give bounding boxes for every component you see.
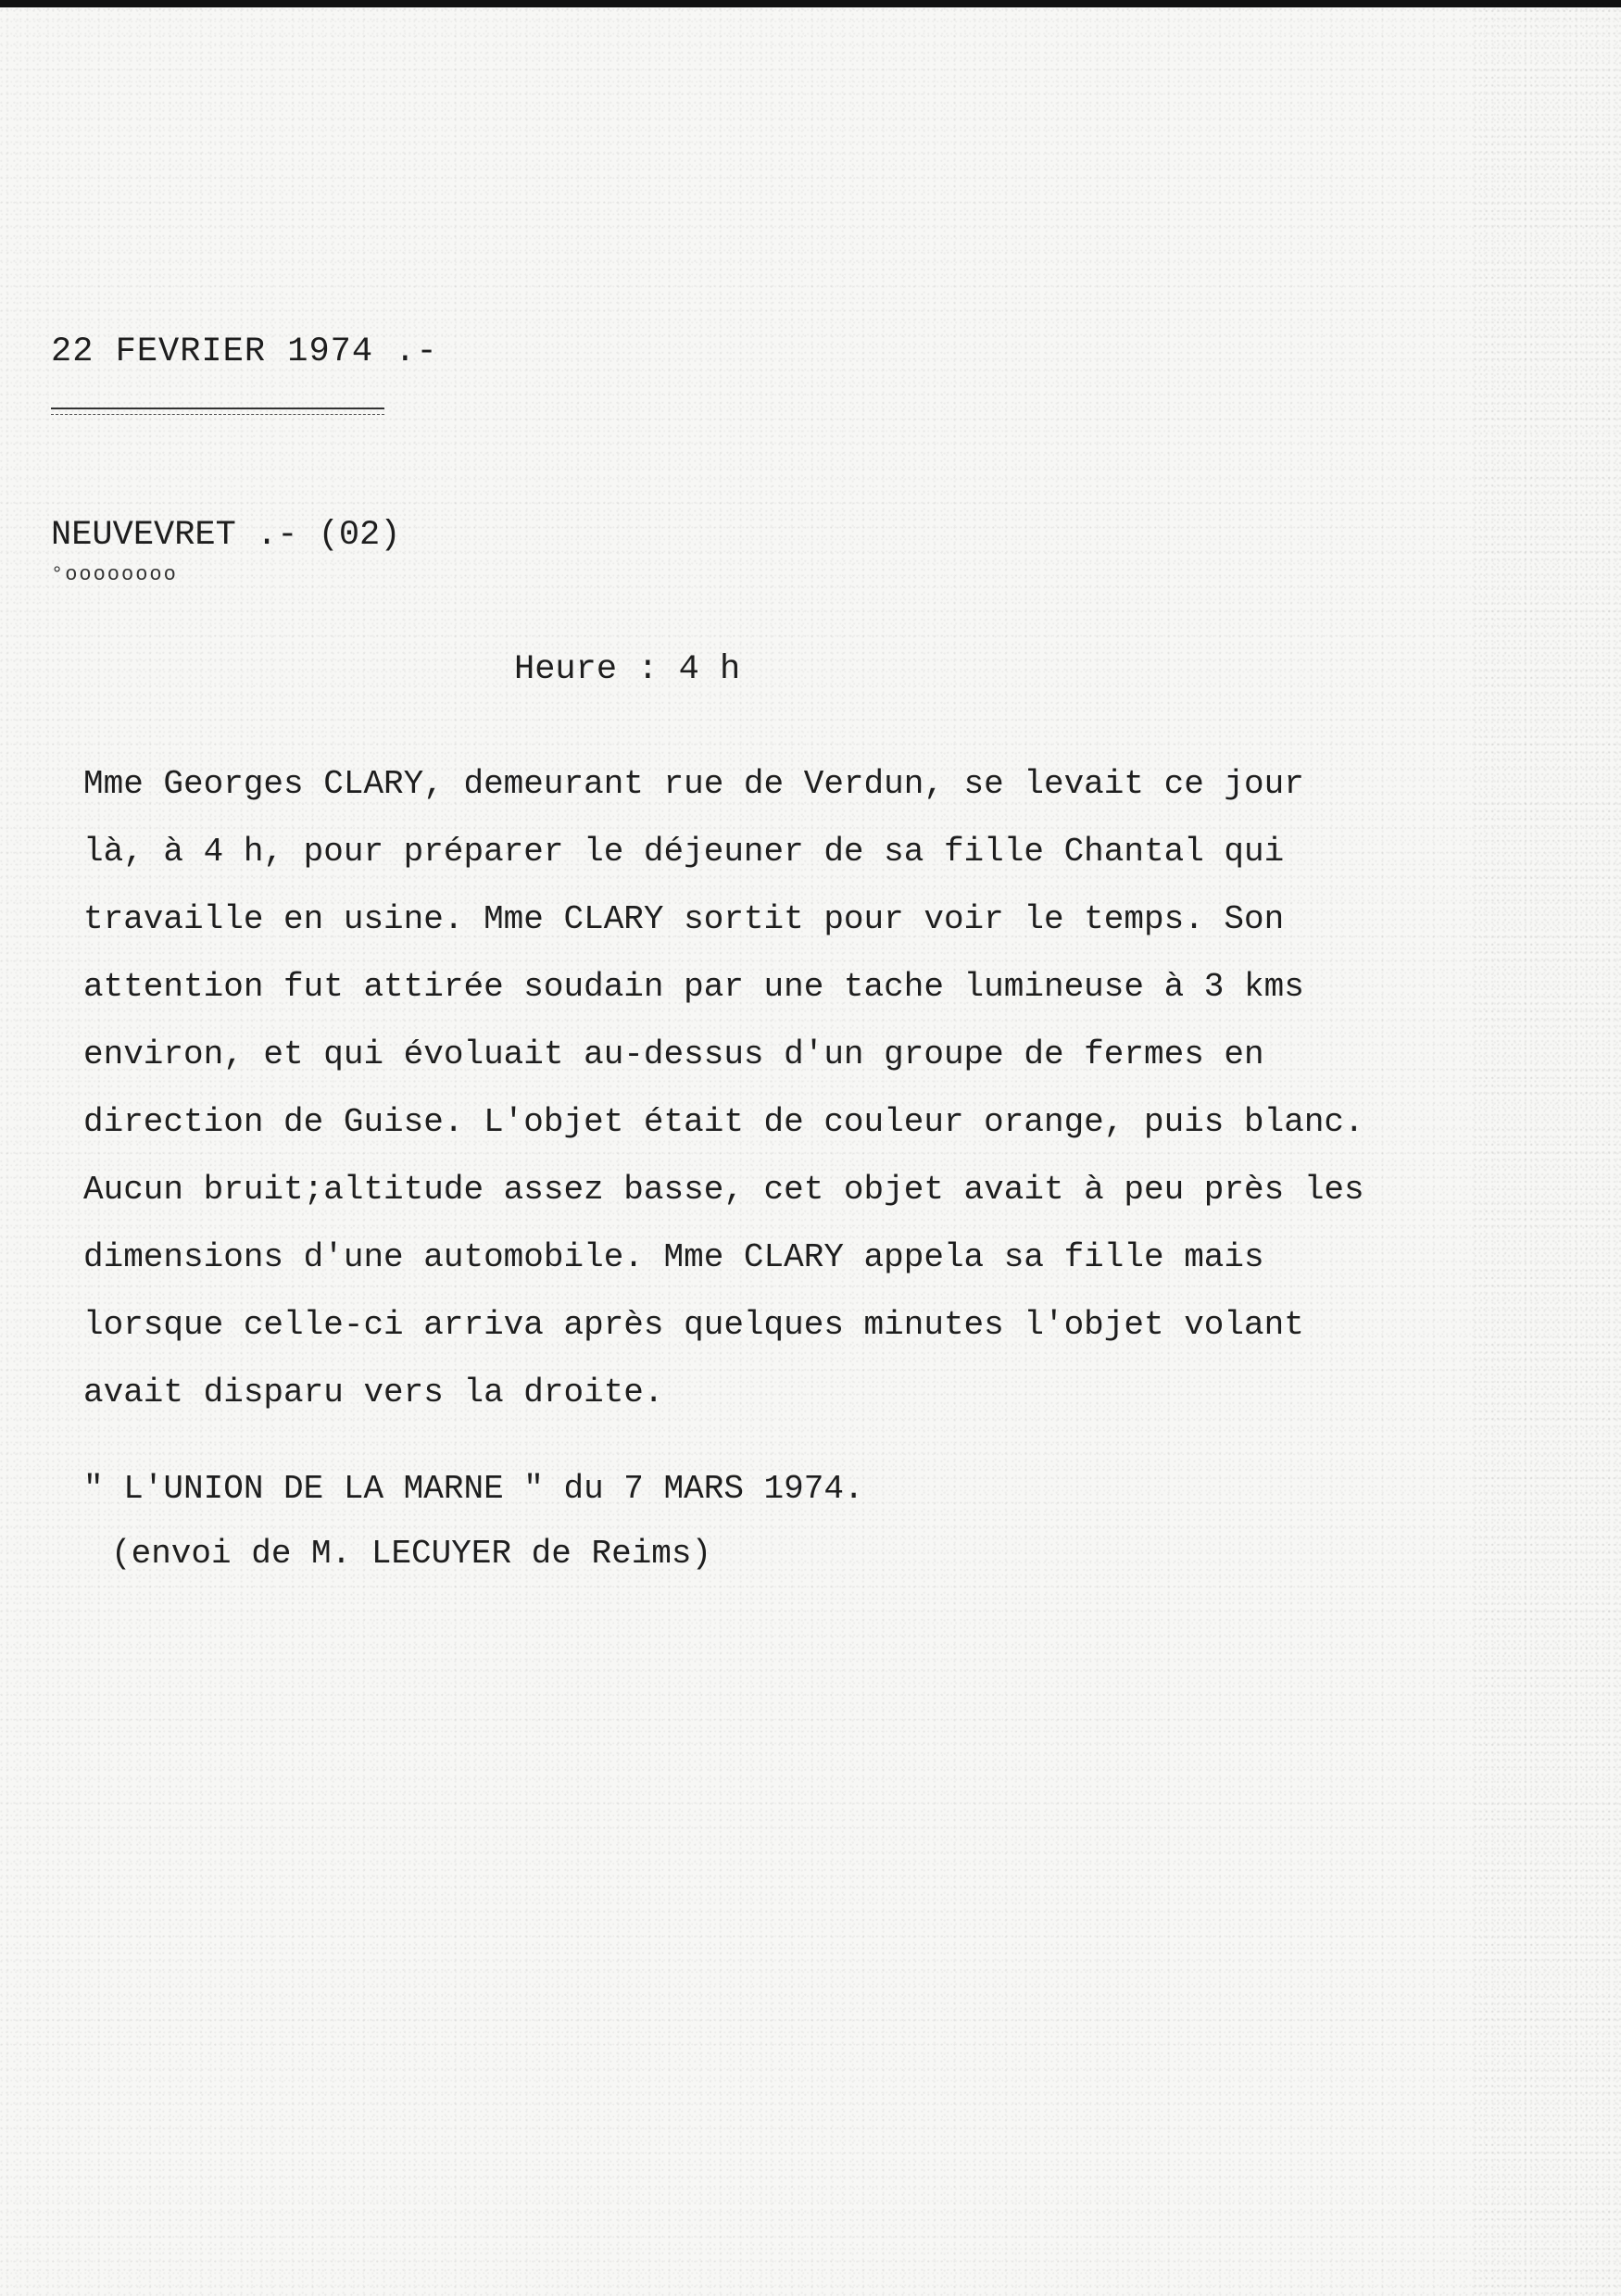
body-line: environ, et qui évoluait au-dessus d'un groupe de fermes en bbox=[83, 1035, 1264, 1073]
source-sender: (envoi de M. LECUYER de Reims) bbox=[111, 1535, 712, 1573]
location-heading: NEUVEVRET .- (02) bbox=[51, 516, 401, 555]
body-line: avait disparu vers la droite. bbox=[83, 1374, 664, 1411]
date-underline-secondary bbox=[51, 414, 384, 415]
body-line: travaille en usine. Mme CLARY sortit pour voir le temps. Son bbox=[83, 900, 1285, 938]
body-line: direction de Guise. L'objet était de couleur orange, puis blanc. bbox=[83, 1103, 1364, 1141]
date-underline bbox=[51, 408, 384, 409]
body-line: Mme Georges CLARY, demeurant rue de Verdun, se levait ce jour bbox=[83, 765, 1304, 803]
source-citation: " L'UNION DE LA MARNE " du 7 MARS 1974. bbox=[83, 1470, 864, 1508]
report-body bbox=[83, 750, 1501, 1426]
body-line: attention fut attirée soudain par une tache lumineuse à 3 kms bbox=[83, 968, 1304, 1006]
report-date: 22 FEVRIER 1974 .- bbox=[51, 332, 438, 371]
event-hour: Heure : 4 h bbox=[514, 650, 741, 689]
body-line: Aucun bruit;altitude assez basse, cet objet avait à peu près les bbox=[83, 1171, 1364, 1209]
body-line: là, à 4 h, pour préparer le déjeuner de sa fille Chantal qui bbox=[83, 833, 1285, 871]
top-border-line bbox=[0, 0, 1621, 7]
body-line: dimensions d'une automobile. Mme CLARY appela sa fille mais bbox=[83, 1238, 1264, 1276]
location-underline: °oooooooo bbox=[51, 563, 178, 586]
body-line: lorsque celle-ci arriva après quelques minutes l'objet volant bbox=[83, 1306, 1304, 1344]
